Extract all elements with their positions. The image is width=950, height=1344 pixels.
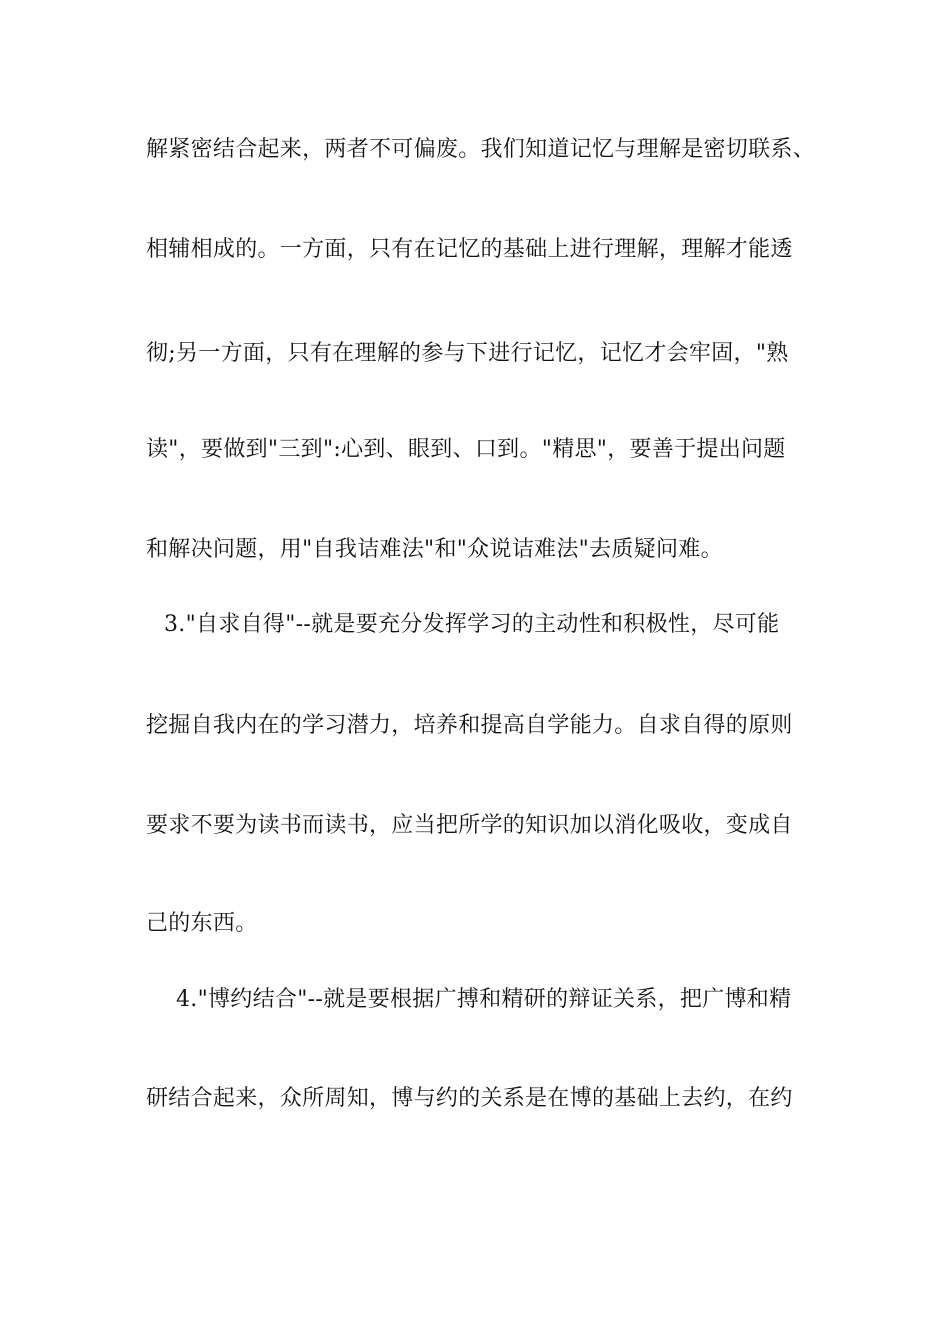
paragraph-start-line: 4."博约结合"--就是要根据广搏和精研的辩证关系，把广博和精 — [176, 987, 792, 1012]
paragraph-start-line: 3."自求自得"--就是要充分发挥学习的主动性和积极性，尽可能 — [164, 612, 780, 637]
text-line: 彻;另一方面，只有在理解的参与下进行记忆，记忆才会牢固，"熟 — [146, 341, 789, 366]
text-line: 己的东西。 — [146, 911, 258, 936]
text-line: 和解决问题，用"自我诘难法"和"众说诘难法"去质疑问难。 — [146, 537, 723, 562]
text-line: 要求不要为读书而读书，应当把所学的知识加以消化吸收，变成自 — [146, 813, 793, 838]
text-line: 解紧密结合起来，两者不可偏废。我们知道记忆与理解是密切联系、 — [146, 137, 816, 162]
text-line: 读"，要做到"三到":心到、眼到、口到。"精思"，要善于提出问题 — [146, 437, 786, 462]
text-line: 相辅相成的。一方面，只有在记忆的基础上进行理解，理解才能透 — [146, 237, 793, 262]
text-line: 研结合起来，众所周知，博与约的关系是在博的基础上去约，在约 — [146, 1086, 793, 1111]
text-line: 挖掘自我内在的学习潜力，培养和提高自学能力。自求自得的原则 — [146, 713, 793, 738]
